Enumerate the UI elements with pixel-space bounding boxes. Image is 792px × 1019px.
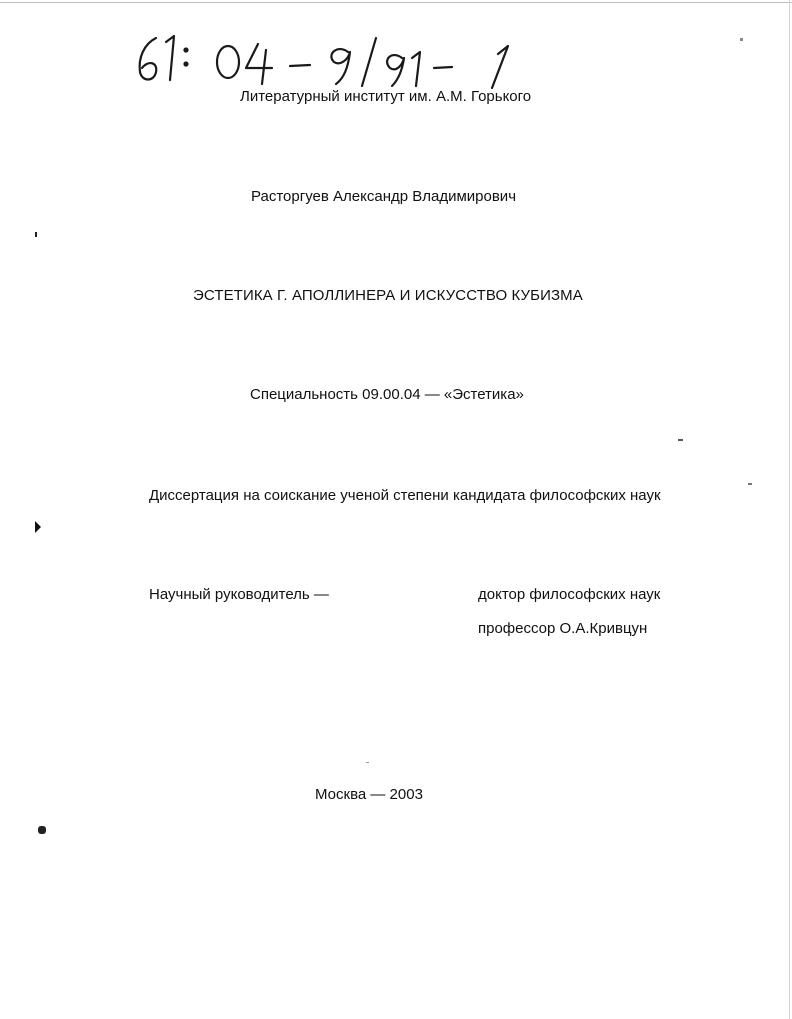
scan-speck [748, 483, 752, 485]
scan-edge-top [0, 2, 792, 5]
advisor-label: Научный руководитель — [149, 586, 329, 603]
scan-speck [678, 439, 683, 441]
dissertation-degree-line: Диссертация на соискание ученой степени кандидата философских наук [149, 487, 661, 504]
handwritten-archive-number [130, 28, 550, 90]
advisor-name: профессор О.А.Кривцун [478, 620, 648, 637]
scan-speck [366, 762, 369, 763]
scan-speck [38, 826, 46, 834]
advisor-degree: доктор философских наук [478, 586, 661, 603]
scan-mark-arrow [35, 521, 41, 533]
scan-speck [35, 232, 37, 237]
author-name: Расторгуев Александр Владимирович [251, 188, 517, 205]
scan-edge-right [789, 0, 790, 1019]
city-year: Москва — 2003 [315, 786, 423, 803]
dissertation-title: ЭСТЕТИКА Г. АПОЛЛИНЕРА И ИСКУССТВО КУБИЗМА [193, 287, 583, 304]
specialty-line: Специальность 09.00.04 — «Эстетика» [250, 386, 524, 403]
scan-speck [740, 38, 743, 41]
institute-name: Литературный институт им. А.М. Горького [240, 88, 532, 105]
